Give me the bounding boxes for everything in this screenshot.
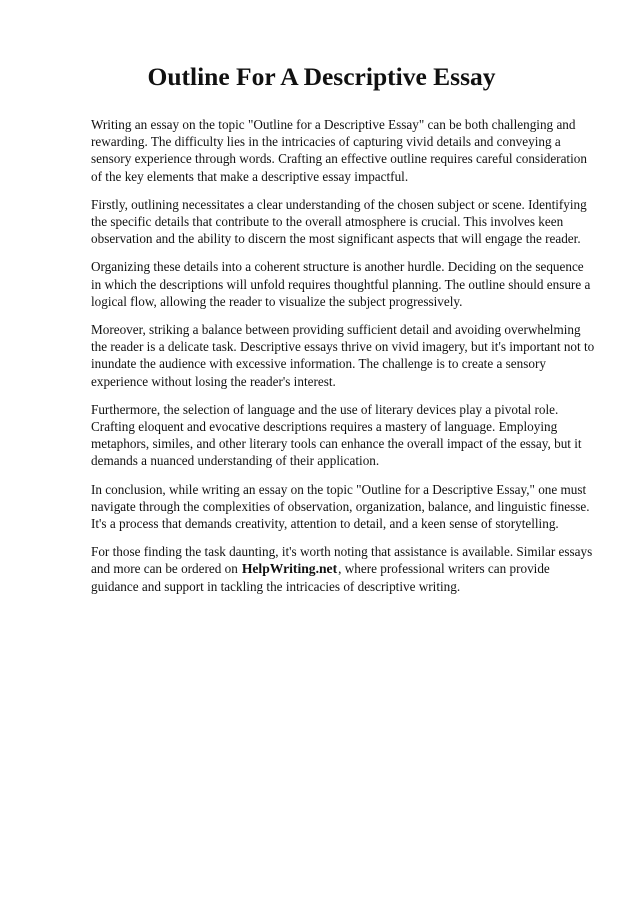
- paragraph-firstly: Firstly, outlining necessitates a clear understanding of the chosen subject or scene. Identifying the specific details that contribute to the overall atmosphere is crucial. This involves keen observation and the ability to discern the most significant aspects that will engage the reader.: [91, 196, 587, 247]
- document-title: Outline For A Descriptive Essay: [147, 62, 496, 91]
- paragraph-intro: Writing an essay on the topic "Outline for a Descriptive Essay" can be both challenging and rewarding. The difficulty lies in the intricacies of capturing vivid details and conveying a sensory experience through words. Crafting an effective outline requires careful consideration of the key elements that make a descriptive essay impactful.: [91, 117, 587, 184]
- paragraph-conclusion: In conclusion, while writing an essay on the topic "Outline for a Descriptive Essay," one must navigate through the complexities of observation, organization, balance, and linguistic finesse. It's a process that demands creativity, attention to detail, and a keen sense of storytelling.: [91, 481, 590, 532]
- paragraph-furthermore: Furthermore, the selection of language and the use of literary devices play a pivotal role. Crafting eloquent and evocative descriptions requires a mastery of language. Employing metaphors, similes, and other literary tools can enhance the overall impact of the essay, but it demands a nuanced understanding of their application.: [91, 401, 582, 469]
- paragraph-closing: [91, 543, 596, 595]
- paragraph-organizing: Organizing these details into a coherent structure is another hurdle. Deciding on the sequence in which the descriptions will unfold requires thoughtful planning. The outline should ensure a logical flow, allowing the reader to visualize the subject progressively.: [91, 259, 591, 309]
- closing-text-after-link: , where professional writers can provide guidance and support in tackling the intricacies of descriptive writing.: [91, 561, 550, 594]
- helpwriting-link[interactable]: HelpWriting.net: [241, 561, 338, 577]
- paragraph-moreover: Moreover, striking a balance between providing sufficient detail and avoiding overwhelming the reader is a delicate task. Descriptive essays thrive on vivid imagery, but it's important not to inundate the audience with excessive information. The challenge is to create a sensory experience without losing the reader's interest.: [91, 322, 595, 389]
- closing-text-before-link: For those finding the task daunting, it's worth noting that assistance is available. Similar essays and more can be ordered on: [91, 544, 593, 577]
